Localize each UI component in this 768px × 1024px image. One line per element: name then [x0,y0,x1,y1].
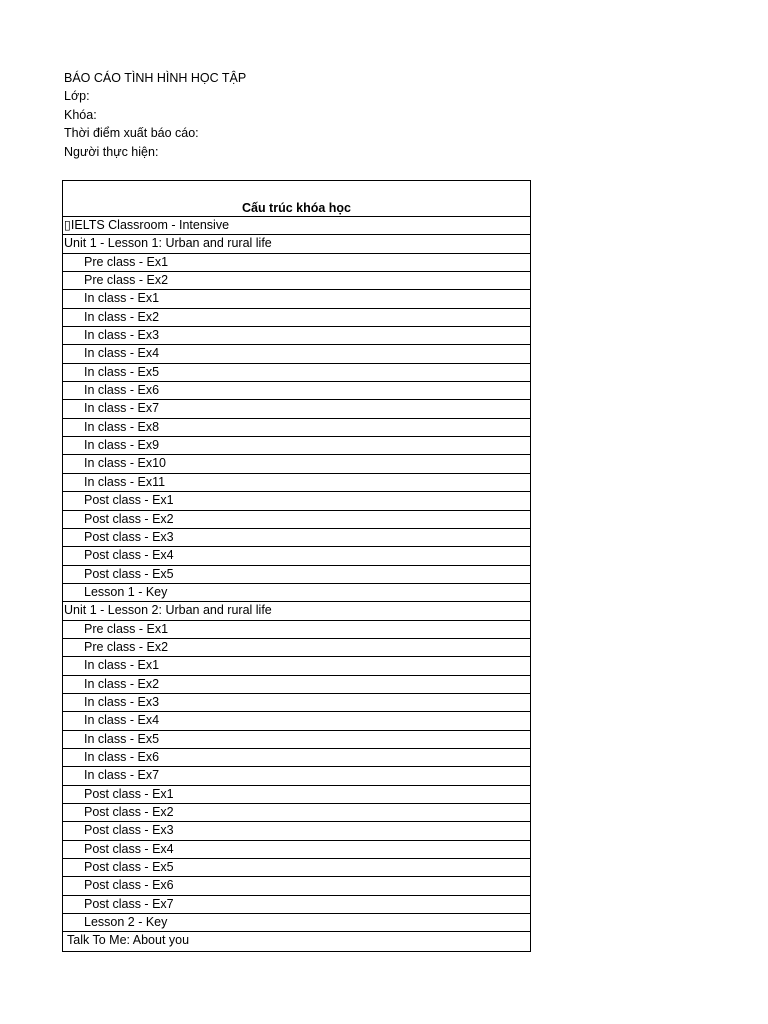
table-row: Post class - Ex1 [63,492,530,510]
table-row: In class - Ex1 [63,290,530,308]
table-row: Post class - Ex6 [63,877,530,895]
table-row: Post class - Ex3 [63,822,530,840]
table-row: Post class - Ex3 [63,529,530,547]
table-row: Post class - Ex2 [63,511,530,529]
table-section-row: Talk To Me: About you [67,933,190,948]
table-row: Post class - Ex7 [63,896,530,914]
table-row: In class - Ex2 [63,676,530,694]
course-label: Khóa: [64,107,97,122]
course-structure-table [62,180,531,952]
table-title: Cấu trúc khóa học [63,181,530,217]
table-row: Lesson 2 - Key [63,914,530,932]
table-row: In class - Ex3 [63,694,530,712]
table-row: In class - Ex7 [63,767,530,785]
table-row: Pre class - Ex2 [63,272,530,290]
table-row: Post class - Ex1 [63,786,530,804]
performer-label: Người thực hiện: [64,144,159,159]
table-section-row: Unit 1 - Lesson 1: Urban and rural life [63,235,530,253]
table-row: Post class - Ex4 [63,841,530,859]
table-row: Post class - Ex5 [63,566,530,584]
table-row: In class - Ex5 [63,364,530,382]
table-row: In class - Ex4 [63,345,530,363]
table-rows [63,217,530,951]
table-row: Pre class - Ex2 [63,639,530,657]
table-row: In class - Ex4 [63,712,530,730]
table-row: In class - Ex7 [63,400,530,418]
table-section-row: ▯IELTS Classroom - Intensive [63,217,530,235]
report-header [64,69,246,161]
table-row: In class - Ex8 [63,419,530,437]
table-row: In class - Ex10 [63,455,530,473]
table-row: In class - Ex1 [63,657,530,675]
table-row: Post class - Ex5 [63,859,530,877]
table-row: In class - Ex6 [63,749,530,767]
table-row: Post class - Ex2 [63,804,530,822]
report-title: BÁO CÁO TÌNH HÌNH HỌC TẬP [64,71,247,85]
table-row: In class - Ex9 [63,437,530,455]
export-time-label: Thời điểm xuất báo cáo: [64,126,199,141]
table-row: In class - Ex5 [63,731,530,749]
table-row: Lesson 1 - Key [63,584,530,602]
table-row: Pre class - Ex1 [63,621,530,639]
table-row: In class - Ex2 [63,309,530,327]
table-row: Post class - Ex4 [63,547,530,565]
table-row: In class - Ex6 [63,382,530,400]
table-row: In class - Ex3 [63,327,530,345]
table-section-row: Unit 1 - Lesson 2: Urban and rural life [63,602,530,620]
table-row: In class - Ex11 [63,474,530,492]
table-row: Pre class - Ex1 [63,254,530,272]
class-label: Lớp: [64,89,90,104]
